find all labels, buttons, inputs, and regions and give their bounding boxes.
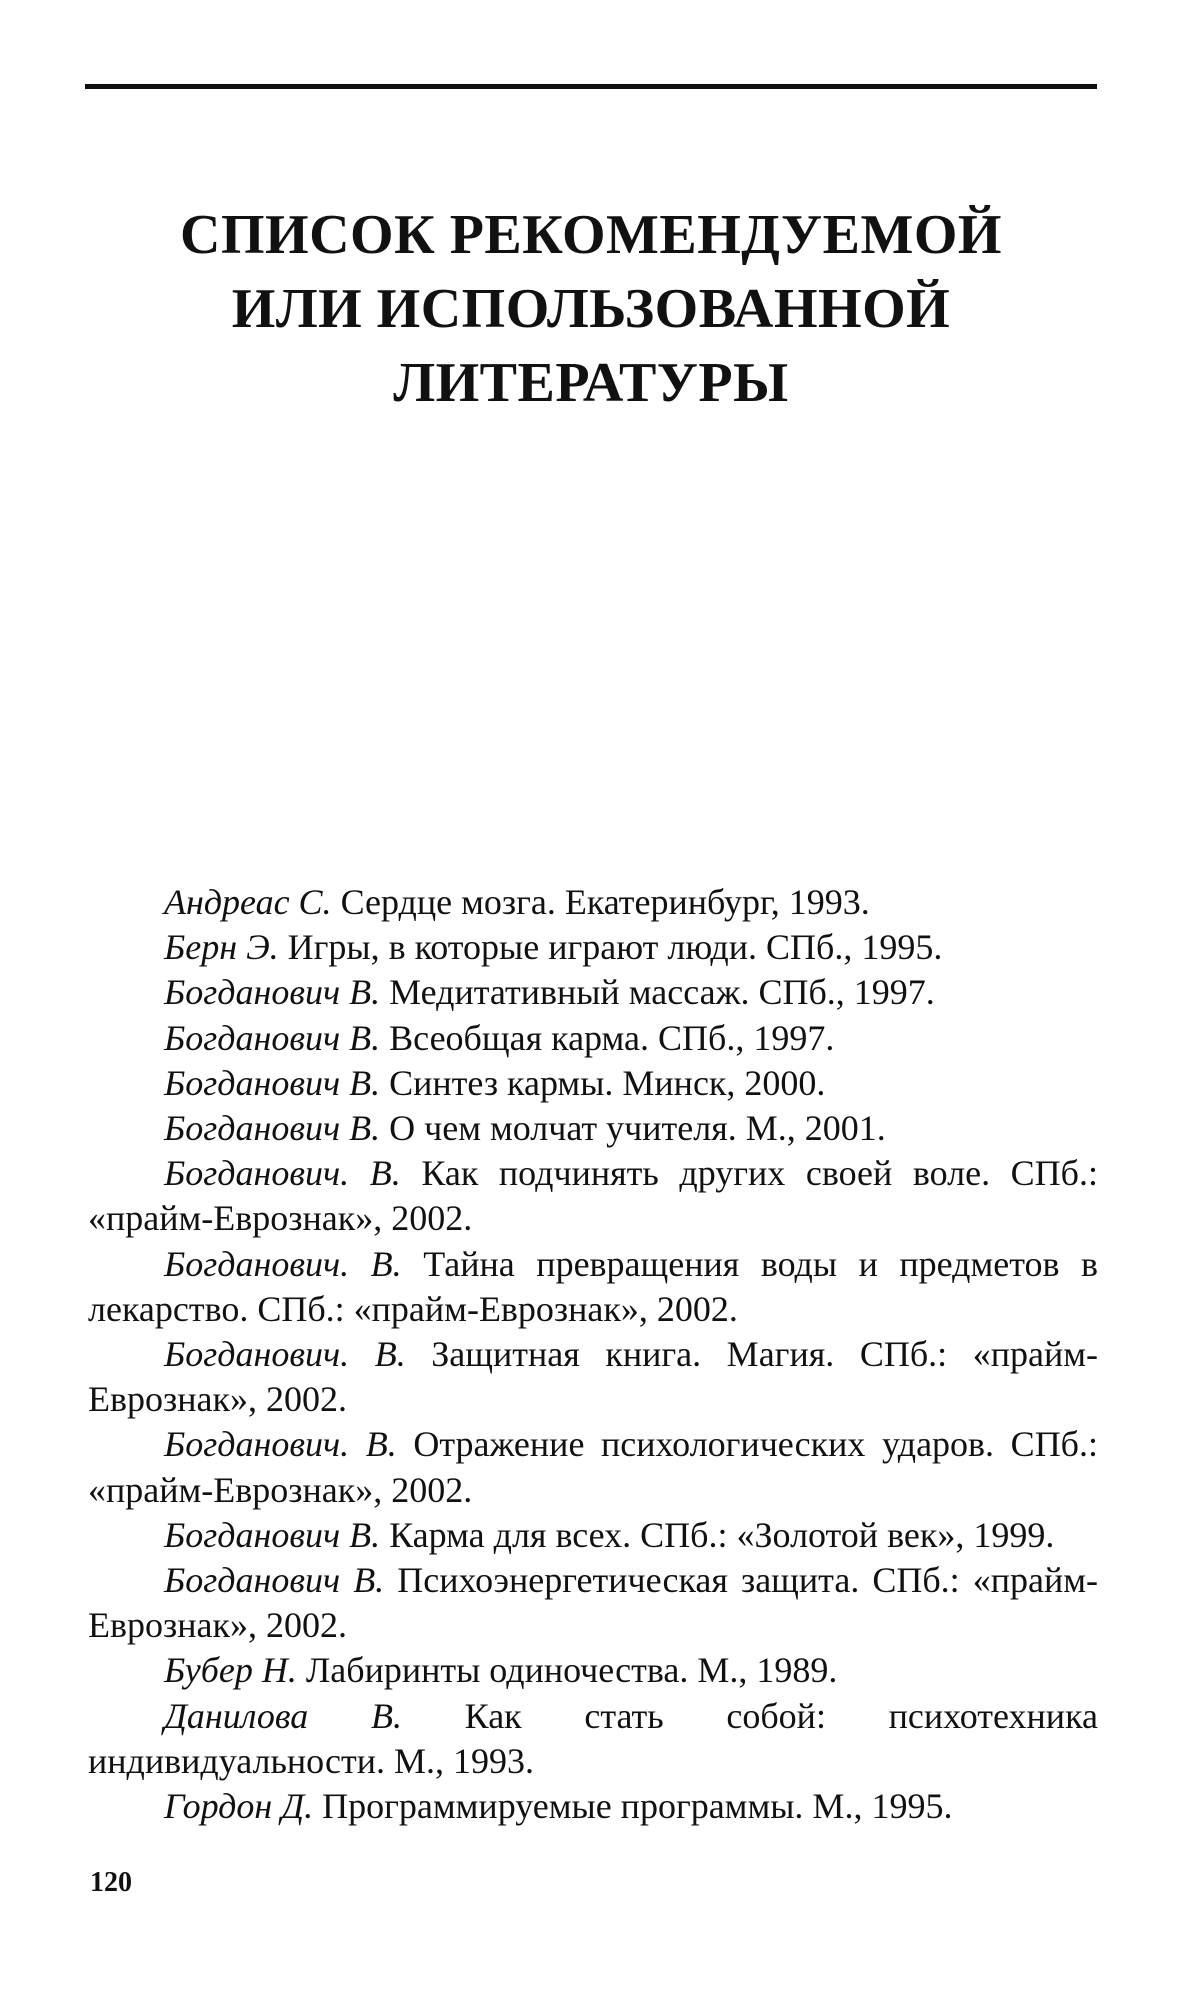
bibliography-entry xyxy=(88,1061,1098,1106)
entry-author: Богданович. В. xyxy=(164,1243,402,1284)
bibliography-entry xyxy=(88,1513,1098,1558)
bibliography-entry xyxy=(88,1648,1098,1693)
entry-text: Как стать собой: психотехника индивидуальности. М., 1993. xyxy=(88,1695,1098,1781)
entry-author: Гордон Д. xyxy=(164,1786,314,1827)
entry-text: Лабиринты одиночества. М., 1989. xyxy=(296,1650,838,1691)
entry-text: Всеобщая карма. СПб., 1997. xyxy=(380,1017,835,1058)
entry-author: Богданович В. xyxy=(164,1560,385,1601)
title-line: ИЛИ ИСПОЛЬЗОВАННОЙ xyxy=(231,278,951,340)
title-line: ЛИТЕРАТУРЫ xyxy=(393,352,789,414)
entry-text: Как подчинять других своей воле. СПб.: «прайм-Еврознак», 2002. xyxy=(88,1153,1099,1239)
bibliography-entry xyxy=(88,1332,1098,1422)
entry-author: Данилова В. xyxy=(164,1695,402,1736)
bibliography-entry xyxy=(88,1784,1098,1829)
bibliography-list xyxy=(88,880,1098,1829)
entry-author: Андреас С. xyxy=(164,882,332,922)
bibliography-entry xyxy=(88,1016,1098,1061)
entry-text: Тайна превращения воды и предметов в лекарство. СПб.: «прайм-Еврознак», 2002. xyxy=(88,1243,1098,1329)
entry-text: О чем молчат учителя. М., 2001. xyxy=(380,1108,886,1149)
entry-author: Бубер Н. xyxy=(164,1650,297,1691)
entry-text: Карма для всех. СПб.: «Золотой век», 1999. xyxy=(380,1514,1055,1555)
bibliography-entry xyxy=(88,1422,1098,1512)
entry-text: Сердце мозга. Екатеринбург, 1993. xyxy=(331,882,870,922)
bibliography-entry xyxy=(88,1106,1098,1151)
bibliography-entry xyxy=(88,1694,1098,1784)
entry-text: Психоэнергетическая защита. СПб.: «прайм-Еврознак», 2002. xyxy=(88,1560,1098,1646)
entry-text: Отражение психологических ударов. СПб.: «прайм-Еврознак», 2002. xyxy=(88,1424,1099,1510)
entry-author: Богданович. В. xyxy=(164,1153,401,1194)
bibliography-entry xyxy=(88,970,1098,1015)
entry-text: Игры, в которые играют люди. СПб., 1995. xyxy=(278,927,943,968)
entry-text: Программируемые программы. М., 1995. xyxy=(313,1786,953,1827)
entry-author: Богданович В. xyxy=(164,1108,381,1149)
entry-author: Богданович В. xyxy=(164,972,381,1013)
bibliography-entry xyxy=(88,925,1098,970)
bibliography-entry xyxy=(88,1242,1098,1332)
entry-author: Богданович В. xyxy=(164,1514,381,1555)
entry-text: Синтез кармы. Минск, 2000. xyxy=(380,1062,826,1103)
bibliography-entry xyxy=(88,1558,1098,1648)
entry-author: Богданович. В. xyxy=(164,1424,397,1465)
bibliography-entry xyxy=(88,1151,1098,1241)
entry-author: Богданович В. xyxy=(164,1017,381,1058)
header-rule xyxy=(85,84,1097,89)
entry-text: Медитативный массаж. СПб., 1997. xyxy=(380,972,935,1013)
bibliography-entry xyxy=(88,880,1098,925)
entry-author: Богданович В. xyxy=(164,1062,381,1103)
entry-author: Берн Э. xyxy=(164,927,279,968)
section-title xyxy=(85,198,1097,420)
entry-text: Защитная книга. Магия. СПб.: «прайм-Еврознак», 2002. xyxy=(88,1334,1098,1420)
title-line: СПИСОК РЕКОМЕНДУЕМОЙ xyxy=(180,204,1002,266)
page-number: 120 xyxy=(90,1867,132,1898)
entry-author: Богданович. В. xyxy=(164,1334,406,1375)
